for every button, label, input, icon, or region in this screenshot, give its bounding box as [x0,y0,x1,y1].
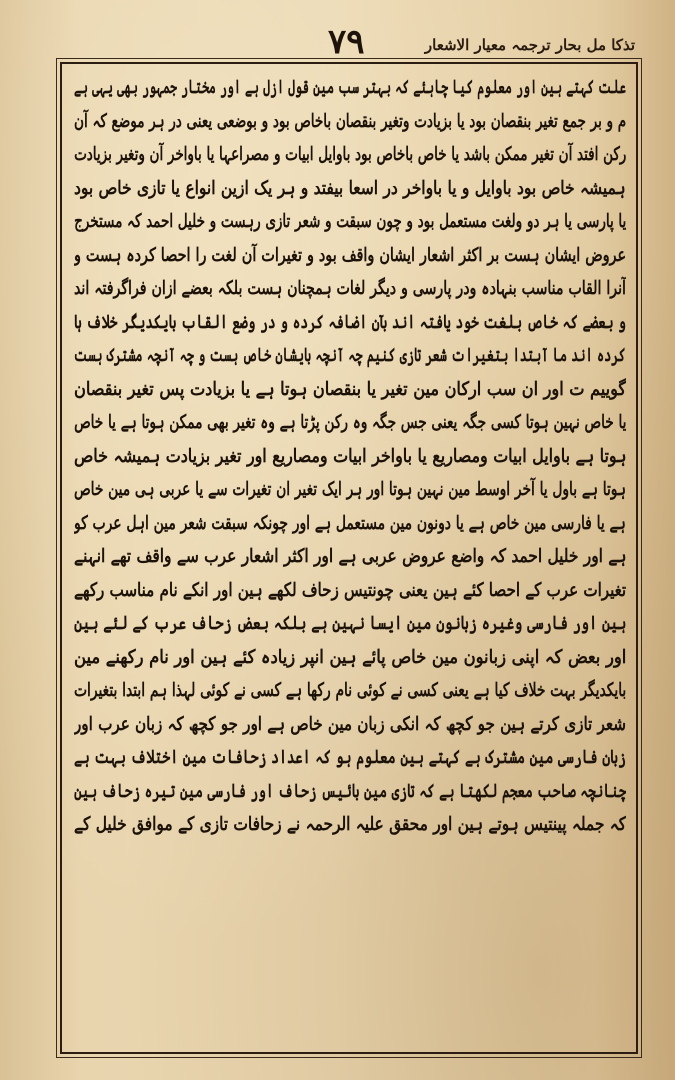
text-line: تغیرات عرب کے احصا کئے ہین یعنی چونتیس زحاف لکھے ہین اور انکے نام مناسب رکھے [74,579,626,601]
text-line: گوییم ت اور ان سب ارکان مین تغیر یا بنقصان ہوتا ہے یا بزیادت پس تغیر بنقصان [74,378,626,400]
text-line: ہوتا ہے باوایل ابیات ومصاریع یا باواخر ابیات ومصاریع اور تغیر بزیادت ہمیشہ خاص [74,445,626,467]
text-line: شعر تازی کرتے ہین جو کچھ کہ انکی زبان مین خاص ہے اور جو کچھ کہ زبان عرب اور [74,713,626,735]
text-line: ہے اور خلیل احمد کہ واضع عروض عربی ہے اور اکثر اشعار عرب سے واقف تھے انہنے [74,546,626,568]
text-line: عروض ایشان ہست بر اکثر اشعار ایشان واقف بود و تغیرات آن لغت را احصا کردہ ہست و [74,244,626,266]
text-body [70,72,630,1046]
page-number: ۷۹ [328,22,365,62]
text-line: یا خاص نہین ہوتا کسی جگہ یعنی جس جگہ وہ رکن پڑتا ہے وہ تغیر بھی ممکن ہوتا ہے یا خاص [74,412,626,434]
text-line: اور بعض کہ اپنی زبانون مین خاص پائے ہین انپر زیادہ کئے ہین اور نام رکھنے مین [74,646,626,668]
text-line: چنانچہ صاحب معجم لکھتا ہے کہ تازی مین بائیس زحاف اور فارسی مین تیرہ زحاف ہین [74,780,626,802]
text-line: علت کہتے ہین اور معلوم کیا چاہئے کہ بہتر سب مین قول ازل ہے اور مختار جمہور بھی یہی ہے [74,77,626,99]
text-line: زبان فارسی مین مشترک ہے کہتے ہین معلوم ہو کہ اعداد زحافات مین اختلاف بہت ہے [74,747,626,769]
text-line: رکن افتد آن تغیر ممکن باشد یا خاص باخاص بود باوایل ابیات و مصراعہا یا باواخر آن وتغیر بزیادت [74,144,626,166]
text-line: ہوتا ہے باول یا آخر اوسط مین نہین ہوتا اور ہر ایک تغیر ان تغیرات سے یا عربی ہی مین خاص [74,479,626,501]
text-line: یا پارسی یا ہر دو ولغت مستعمل بود و چون سبقت و شعر تازی رہست و خلیل احمد کہ مستخرج [74,211,626,233]
text-line: بایکدیگر بہت خلاف کیا ہے یعنی کسی نے کوئی نام رکھا ہے کسی نے کوئی لہذا ہم ابتدا بتغیرات [74,680,626,702]
text-line: ہین اور فارسی وغیرہ زبانون مین ایسا نہین ہے بلکہ بعض زحاف عرب کے لئے ہین [74,613,626,635]
text-line: م و بر جمع تغیر بنقصان بود یا بزیادت وتغیر بنقصان باخاص بود و بوضعی یعنی در ہر موضع کہ آن [74,110,626,132]
running-title: تذکا مل بحار ترجمہ معیار الاشعار [424,36,635,54]
text-line: کہ جملہ پینتیس ہوتے ہین اور محقق علیہ الرحمہ نے زحافات تازی کے موافق خلیل کے [74,814,626,836]
text-line: ہے یا فارسی مین خاص ہے یا دونون مین مستعمل ہے اور چونکہ سبقت شعر مین اہل عرب کو [74,512,626,534]
text-line: ہمیشہ خاص بود باوایل و یا باواخر در اسعا بیفتد و ہر یک ازین انواع یا تازی خاص بود [74,177,626,199]
page-header [60,18,635,62]
text-line: و بعضے کہ خاص بلغت خود یافتہ اند بآن اضافہ کردہ و در وضع القاب بایکدیگر خلاف ہا [74,311,626,333]
text-line: کردہ اند ما آبتدا بتغیرات شعر تازی کنیم چہ آنچہ بایشان خاص ہست و چہ آنچہ مشترک ہست [74,345,626,367]
text-line: آنرا القاب مناسب بنہادہ ودر پارسی و دیگر لغات ہمچنان ہست بلکہ بعضے ازان فراگرفتہ اند [74,278,626,300]
